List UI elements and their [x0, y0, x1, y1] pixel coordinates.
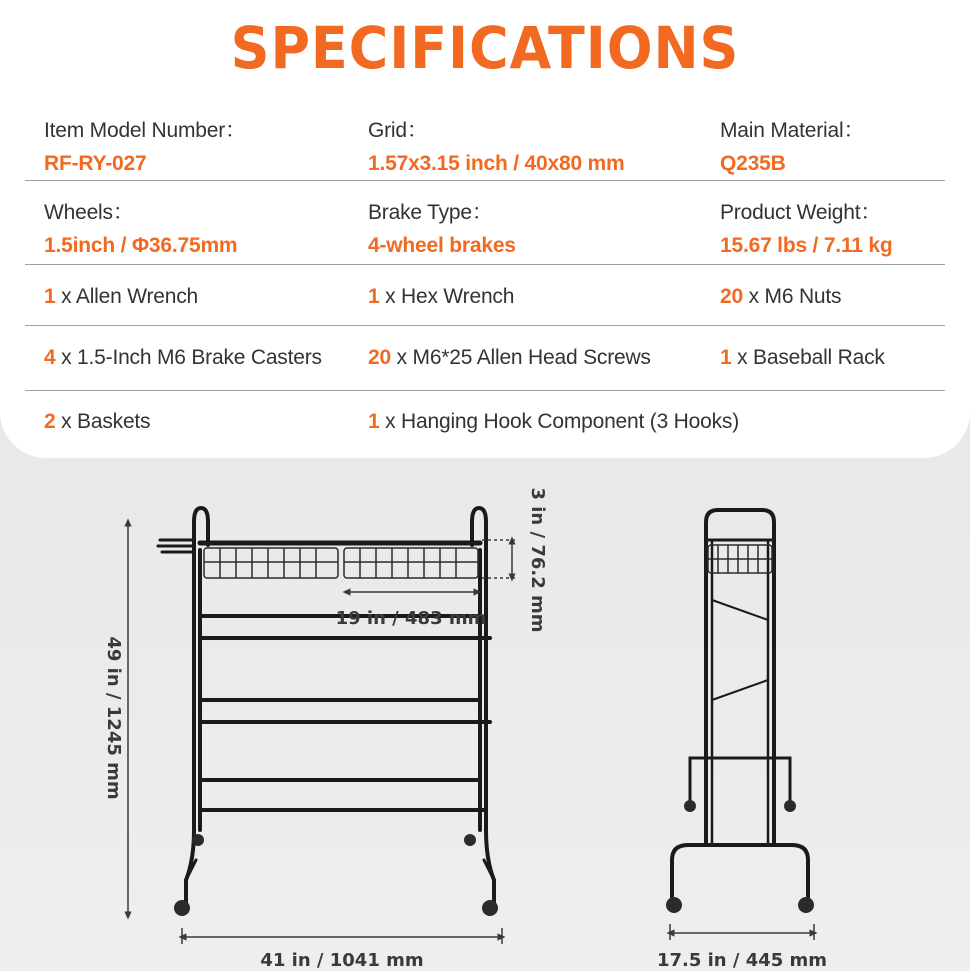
- package-text: x M6 Nuts: [742, 285, 842, 308]
- package-qty: 1: [368, 285, 380, 308]
- spec-label: Brake Type：: [368, 201, 493, 224]
- caster-wheels-front: [174, 834, 498, 916]
- rack-front-view: [158, 508, 494, 910]
- width-label: 41 in / 1041 mm: [260, 950, 424, 971]
- spec-label: Wheels：: [44, 201, 134, 224]
- package-text: x Allen Wrench: [55, 285, 198, 308]
- package-qty: 4: [44, 346, 56, 369]
- spec-label: Grid：: [368, 119, 428, 142]
- package-qty: 1: [44, 285, 56, 308]
- spec-label: Product Weight：: [720, 201, 882, 224]
- spec-value: 4-wheel brakes: [368, 234, 516, 257]
- rack-side-view: [672, 510, 808, 905]
- package-qty: 20: [720, 285, 743, 308]
- package-qty: 2: [44, 410, 56, 433]
- spec-value: 1.57x3.15 inch / 40x80 mm: [368, 152, 625, 175]
- package-qty: 1: [368, 410, 380, 433]
- package-qty: 1: [720, 346, 732, 369]
- depth-label: 17.5 in / 445 mm: [656, 950, 828, 971]
- width-dimension-line: [182, 928, 502, 944]
- package-text: x 1.5-Inch M6 Brake Casters: [55, 346, 322, 369]
- caster-wheels-side: [666, 800, 814, 913]
- package-text: x Baseball Rack: [731, 346, 885, 369]
- page-title: SPECIFICATIONS: [230, 14, 740, 82]
- basket-height-label: 3 in / 76.2 mm: [527, 487, 548, 633]
- spec-value: RF-RY-027: [44, 152, 147, 175]
- package-text: x Baskets: [55, 410, 151, 433]
- package-text: x M6*25 Allen Head Screws: [390, 346, 651, 369]
- basket-width-label: 19 in / 483 mm: [335, 608, 487, 629]
- spec-value: 1.5inch / Φ36.75mm: [44, 234, 238, 257]
- spec-value: 15.67 lbs / 7.11 kg: [720, 234, 893, 257]
- package-qty: 20: [368, 346, 391, 369]
- package-text: x Hanging Hook Component (3 Hooks): [379, 410, 740, 433]
- basket-right: [344, 548, 478, 578]
- height-label: 49 in / 1245 mm: [103, 636, 124, 800]
- spec-label: Main Material：: [720, 119, 865, 142]
- package-text: x Hex Wrench: [379, 285, 515, 308]
- side-basket: [708, 545, 772, 573]
- basket-left: [204, 548, 338, 578]
- spec-value: Q235B: [720, 152, 786, 175]
- spec-label: Item Model Number：: [44, 119, 246, 142]
- depth-dimension-line: [670, 924, 814, 940]
